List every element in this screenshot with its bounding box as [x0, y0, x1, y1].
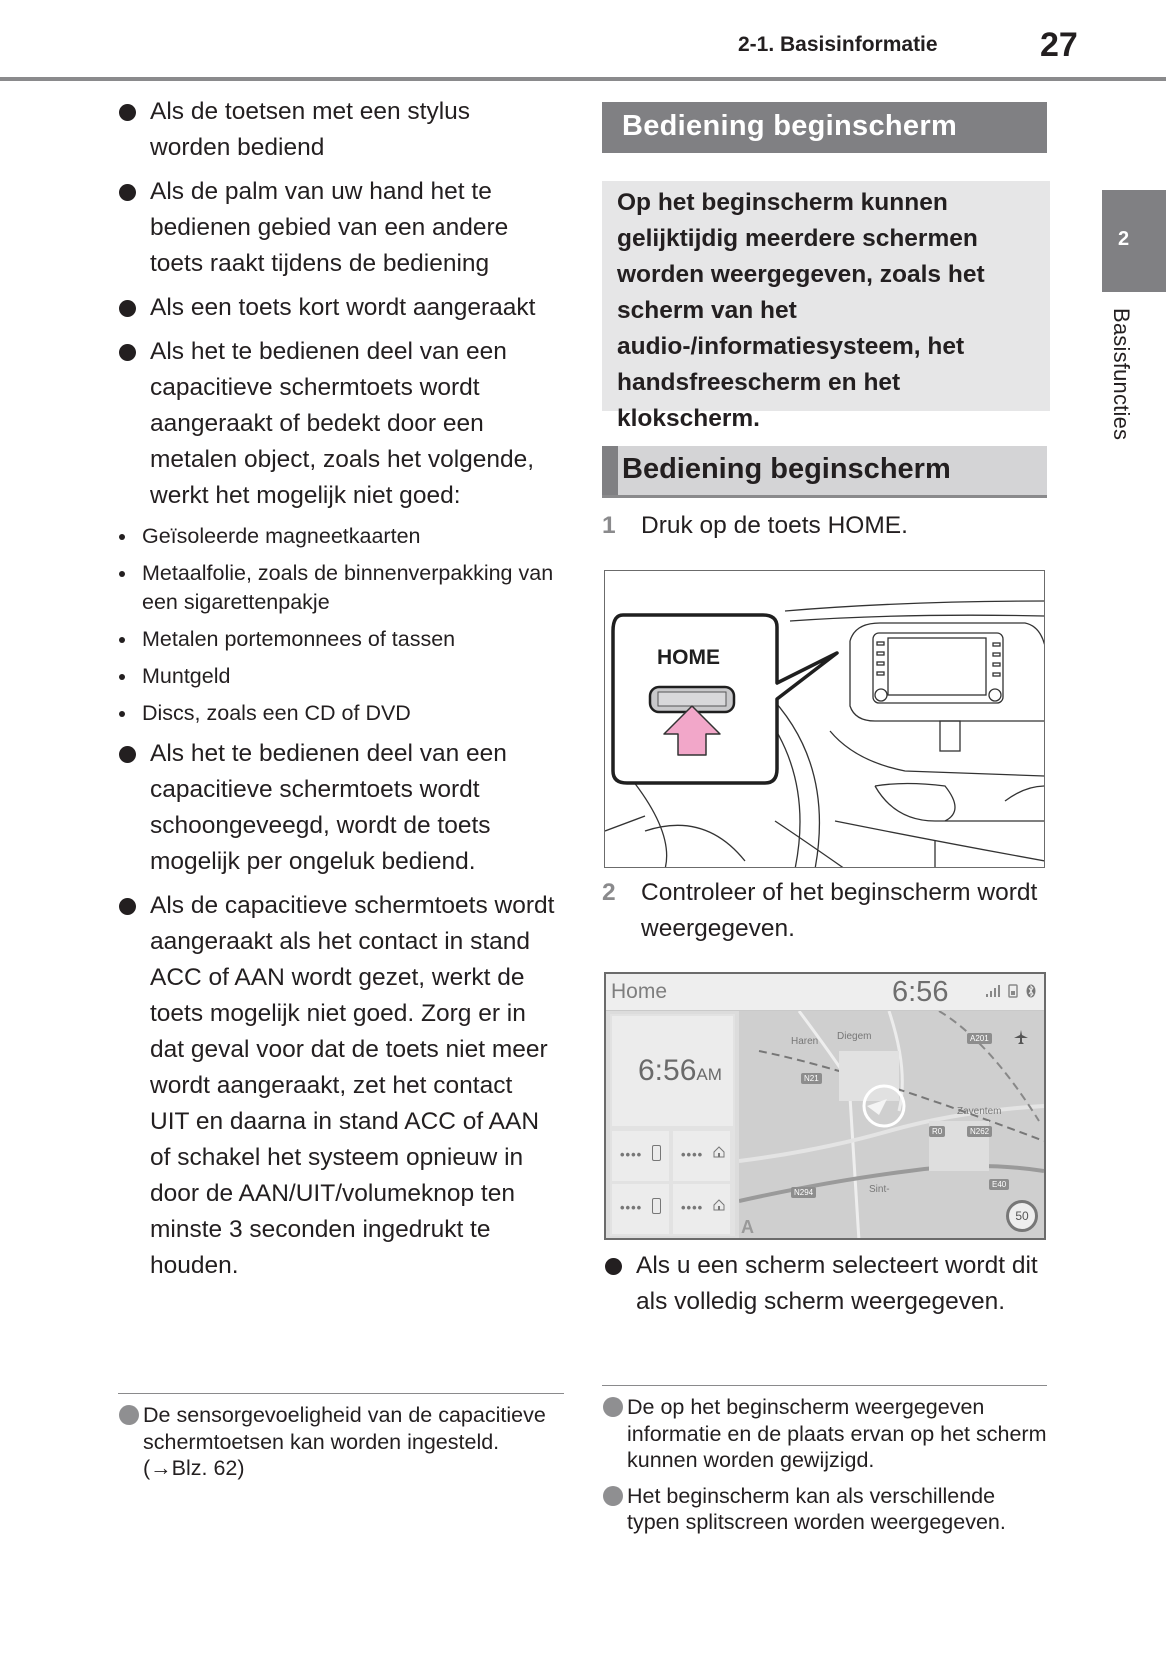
speed-limit-sign: 50: [1006, 1200, 1038, 1232]
phone-icon: [652, 1145, 661, 1161]
bullet-icon: [119, 104, 136, 121]
right-bullet-list: [602, 1248, 1042, 1328]
note-divider: [118, 1393, 564, 1394]
sub-list-item: Discs, zoals een CD of DVD: [116, 699, 556, 728]
dashboard-illustration: [604, 570, 1045, 868]
header-divider: [0, 77, 1166, 81]
screen-left-panel: [610, 1014, 735, 1236]
step-text: Controleer of het beginscherm wordt weergegeven.: [641, 879, 1038, 942]
bluetooth-icon: [1026, 984, 1036, 998]
step-text: Druk op de toets HOME.: [641, 512, 908, 539]
summary-box: [602, 181, 1050, 432]
sub-list: [116, 522, 556, 728]
step-number: 2: [602, 879, 616, 906]
home-tile[interactable]: ••••: [673, 1184, 730, 1234]
note-bullet-icon: [119, 1405, 139, 1425]
small-bullet-icon: [119, 571, 125, 577]
page-number: 27: [1040, 26, 1078, 64]
left-column: [116, 94, 556, 1292]
clock-tile[interactable]: [612, 1016, 733, 1126]
signal-icon: [986, 985, 1000, 997]
sub-list-item: Metaalfolie, zoals de binnenverpakking van een sigarettenpakje: [116, 559, 556, 617]
step-number: 1: [602, 512, 616, 539]
sub-list-item: Metalen portemonnees of tassen: [116, 625, 556, 654]
road-shield: E40: [989, 1179, 1009, 1190]
small-bullet-icon: [119, 637, 125, 643]
note-item: De op het beginscherm weergegeven informatie en de plaats ervan op het scherm kunnen worden gewijzigd.: [602, 1394, 1052, 1474]
house-icon: [713, 1146, 725, 1158]
bullet-icon: [119, 746, 136, 763]
small-bullet-icon: [119, 711, 125, 717]
section-heading-bar: [602, 102, 1047, 153]
home-tile[interactable]: ••••: [673, 1131, 730, 1181]
sub-list-item: Geïsoleerde magneetkaarten: [116, 522, 556, 551]
sub-list-item: Muntgeld: [116, 662, 556, 691]
bullet-item: Als de capacitieve schermtoets wordt aangeraakt als het contact in stand ACC of AAN wordt gezet, werkt de toets mogelijk niet goed. Zorg er in dat geval voor dat de toets niet meer wordt aangeraakt, zet het contact UIT en daarna in stand ACC of AAN of schakel het systeem opnieuw in door de AAN/UIT/volumeknop ten minste 3 seconden ingedrukt te houden.: [116, 888, 556, 1284]
bullet-item: Als u een scherm selecteert wordt dit als volledig scherm weergegeven.: [602, 1248, 1042, 1320]
dashboard-drawing-icon: [605, 571, 1045, 868]
navigation-map[interactable]: Diegem Haren Zaventem Sint- N21 A201 R0 N262 N294 E40 A 50: [739, 1011, 1044, 1238]
road-shield: N262: [967, 1126, 992, 1137]
map-roads-icon: [739, 1011, 1044, 1238]
bullet-icon: [119, 898, 136, 915]
phone-icon: [652, 1198, 661, 1214]
subheading-title: Bediening beginscherm: [622, 453, 951, 485]
bullet-item: Als het te bedienen deel van een capacitieve schermtoets wordt schoongeveegd, wordt de toets mogelijk per ongeluk bediend.: [116, 736, 556, 880]
road-shield: A201: [967, 1033, 992, 1044]
road-shield: R0: [929, 1126, 945, 1137]
note-divider: [602, 1385, 1047, 1386]
chapter-tab: [1102, 190, 1166, 292]
note-bullet-icon: [603, 1397, 623, 1417]
phone-tile[interactable]: ••••: [612, 1184, 669, 1234]
bullet-item: Als het te bedienen deel van een capacitieve schermtoets wordt aangeraakt of bedekt door een metalen object, zoals het volgende, werkt het mogelijk niet goed:: [116, 334, 556, 514]
note-block: [118, 1402, 558, 1482]
compass-letter: A: [741, 1217, 754, 1237]
small-bullet-icon: [119, 674, 125, 680]
screen-title: Home: [611, 980, 668, 1003]
bullet-icon: [119, 184, 136, 201]
subheading-bar: [602, 446, 1047, 498]
chapter-tab-number: 2: [1118, 228, 1130, 250]
section-title: Bediening beginscherm: [622, 110, 958, 142]
bullet-item: Als een toets kort wordt aangeraakt: [116, 290, 556, 326]
phone-tile[interactable]: ••••: [612, 1131, 669, 1181]
house-icon: [713, 1199, 725, 1211]
bullet-icon: [119, 344, 136, 361]
screen-time: 6:56: [892, 976, 949, 1008]
note-item: De sensorgevoeligheid van de capacitieve schermtoetsen kan worden ingesteld. (→Blz. 62): [118, 1402, 558, 1482]
home-screen-image: [604, 972, 1046, 1240]
running-header-section: 2-1. Basisinformatie: [738, 33, 938, 56]
step-1: [602, 508, 1052, 544]
subheading-accent: [602, 446, 618, 495]
airport-icon: [1013, 1029, 1029, 1045]
bullet-item: Als de palm van uw hand het te bedienen gebied van een andere toets raakt tijdens de bediening: [116, 174, 556, 282]
small-bullet-icon: [119, 534, 125, 540]
screen-status-bar: [606, 974, 1044, 1011]
note-item: Het beginscherm kan als verschillende typen splitscreen worden weergegeven.: [602, 1483, 1052, 1536]
status-icons: [986, 984, 1036, 998]
battery-icon: [1008, 984, 1018, 998]
callout-home-label: HOME: [657, 646, 720, 669]
note-block: [602, 1394, 1052, 1536]
road-shield: N21: [801, 1073, 822, 1084]
road-shield: N294: [791, 1187, 816, 1198]
clock-display: 6:56AM: [638, 1054, 722, 1087]
bullet-icon: [119, 300, 136, 317]
note-bullet-icon: [603, 1486, 623, 1506]
bullet-icon: [605, 1258, 622, 1275]
bullet-item: Als de toetsen met een stylus worden bediend: [116, 94, 556, 166]
summary-text: Op het beginscherm kunnen gelijktijdig meerdere schermen worden weergegeven, zoals het scherm van het audio-/informatiesysteem, het handsfreescherm en het klokscherm.: [617, 189, 985, 432]
chapter-tab-label: Basisfuncties: [1109, 308, 1134, 441]
step-2: [602, 875, 1052, 947]
